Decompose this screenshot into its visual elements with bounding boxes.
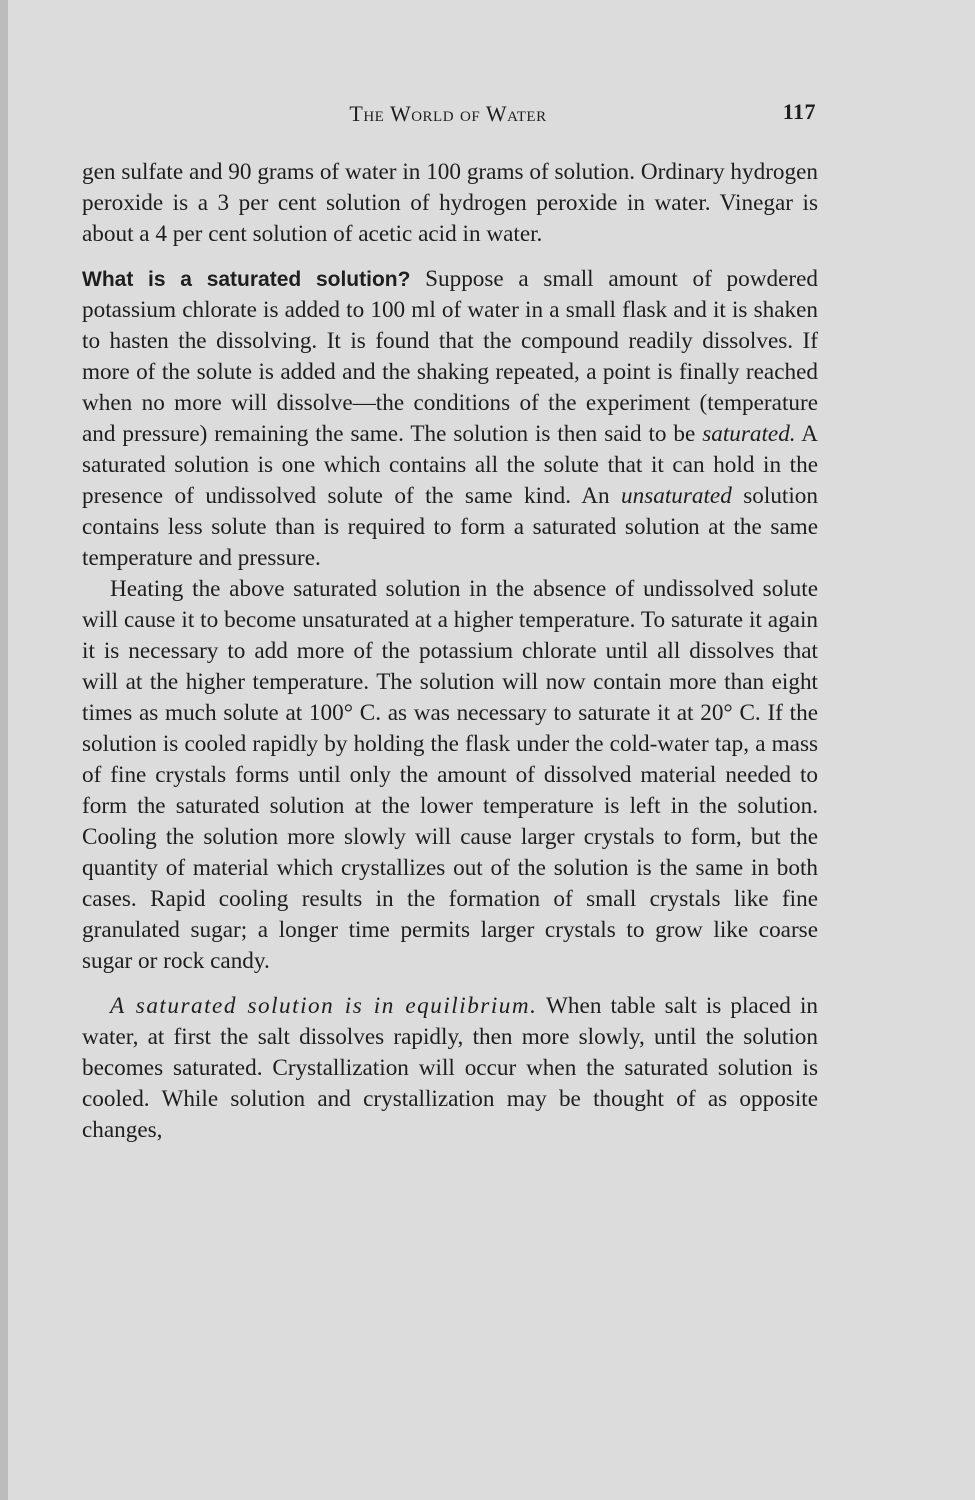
paragraph-4-text: When table salt is placed in water, at first the salt dissolves rapidly, then more slowly, until the solution becomes saturated. Crystallization will occur when the saturated solution is cooled. While solution and crystallization may be thought of as opposite changes, bbox=[82, 993, 819, 1143]
paragraph-saturated-solution bbox=[82, 264, 818, 574]
paragraph-equilibrium bbox=[82, 991, 818, 1146]
running-head bbox=[80, 101, 816, 133]
paragraph-2-text-c: solution contains less solute than is required to form a saturated solution at the same temperature and pressure. bbox=[82, 483, 818, 571]
paragraph-1-text: gen sulfate and 90 grams of water in 100 grams of solution. Ordinary hydrogen peroxide is a 3 per cent solution of hydrogen peroxide in water. Vinegar is about a 4 per cent solution of acetic acid in water. bbox=[82, 159, 818, 247]
page-number: 117 bbox=[782, 99, 816, 124]
body-text bbox=[82, 157, 818, 1146]
paragraph-heating bbox=[82, 574, 818, 977]
paragraph-3-text: Heating the above saturated solution in the absence of undissolved solute will cause it to become unsaturated at a higher temperature. To saturate it again it is necessary to add more of the potassium chlorate until all dissolves that will at the higher temperature. The solution will now contain more than eight times as much solute at 100° C. as was necessary to saturate it at 20° C. If the solution is cooled rapidly by holding the flask under the cold-water tap, a mass of fine crystals forms until only the amount of dissolved material needed to form the saturated solution at the lower temperature is left in the solution. Cooling the solution more slowly will cause larger crystals to form, but the quantity of material which crystallizes out of the solution is the same in both cases. Rapid cooling results in the formation of small crystals like fine granulated sugar; a longer time permits larger crystals to grow like coarse sugar or rock candy. bbox=[82, 576, 818, 974]
section-heading-equilibrium: A saturated solution is in equilibrium. bbox=[110, 993, 538, 1019]
section-heading-saturated-solution: What is a saturated solution? bbox=[82, 268, 411, 291]
paragraph-2-text-b: A saturated solution is one which contains all the solute that it can hold in the presence of undissolved solute of the same kind. An bbox=[82, 421, 818, 509]
term-saturated: saturated. bbox=[702, 421, 796, 447]
paragraph-2-text-a: Suppose a small amount of powdered potassium chlorate is added to 100 ml of water in a small flask and it is shaken to hasten the dissolving. It is found that the compound readily dissolves. If more of the solute is added and the shaking repeated, a point is finally reached when no more will dissolve—the conditions of the experiment (temperature and pressure) remaining the same. The solution is then said to be bbox=[82, 266, 818, 447]
running-title: The World of Water bbox=[349, 101, 547, 126]
paragraph-1 bbox=[82, 157, 818, 250]
term-unsaturated: unsaturated bbox=[621, 483, 732, 509]
